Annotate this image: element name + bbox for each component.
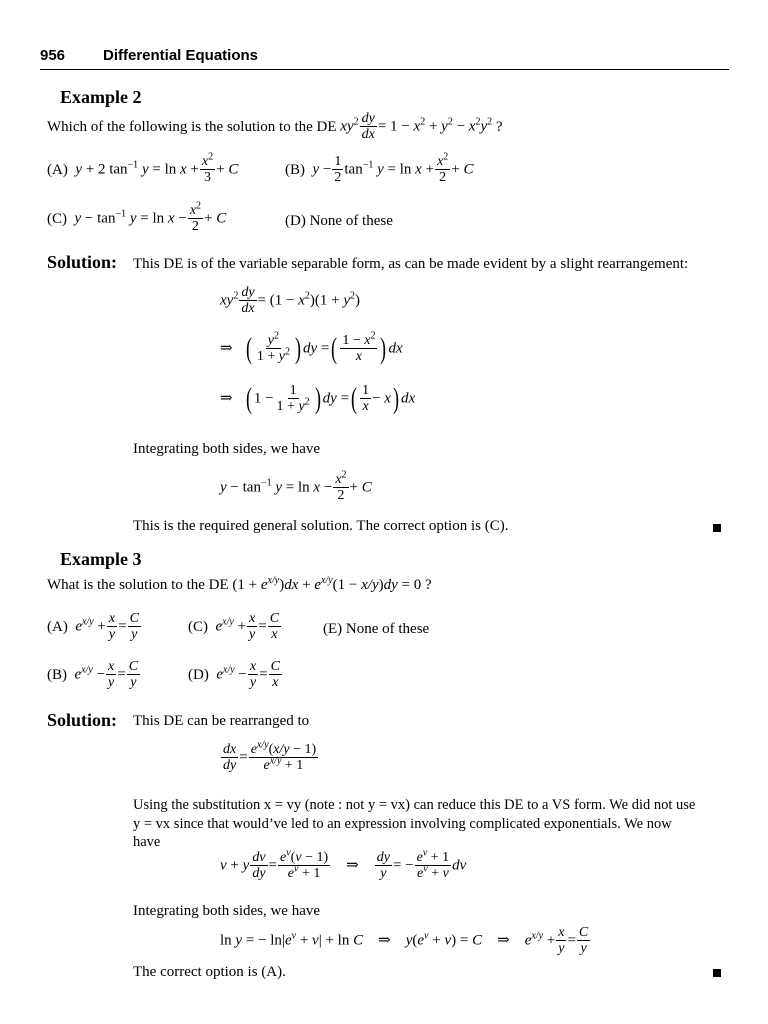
example-3-solution-label: Solution: — [47, 710, 118, 730]
option-b-formula: $e^{x/y}$ − $\frac{x}{y}$ = $\frac{C}{y}$ — [74, 659, 139, 691]
example-2-conclusion: This is the required general solution. The correct option is (C). — [133, 518, 509, 534]
option-c-label: (C) — [188, 618, 208, 635]
option-b-label: (B) — [47, 666, 67, 683]
example-3-option-a — [47, 611, 142, 643]
option-a-formula: $e^{x/y}$ + $\frac{x}{y}$ = $\frac{C}{y}$ — [75, 611, 139, 643]
example-3-question — [47, 577, 432, 594]
example-2-heading: Example 2 — [60, 87, 142, 107]
solution-2-step-2: ⇒ ( $\frac{y^2}{1 + y^2}$ ) dy =( $\frac{1 - x^2}{x}$ ) dx — [220, 330, 403, 365]
example-2-option-a — [47, 151, 239, 186]
example-3-subst-line-1: Using the substitution x = vy (note : not y = vx) can reduce this DE to a VS form. We did not use — [133, 797, 696, 813]
example-2-option-c — [47, 200, 227, 235]
solution-3-result: ln y = − $\ln|e^v + v| + \ln C$ ⇒ $y(e^v + v) = C$ ⇒ $e^{x/y}$ + $\frac{x}{y}$ = $\frac{C}{y}$ — [220, 925, 589, 957]
example-3-integrating: Integrating both sides, we have — [133, 903, 321, 919]
example-3-option-d — [188, 659, 283, 691]
option-a-label: (A) — [47, 618, 68, 635]
example-3-solution-intro: This DE can be rearranged to — [133, 713, 310, 729]
example-2-de-equation: $xy^2$ $\frac{dy}{dx}$ = $1 - x^2 + y^2 - x^2y^2$ — [340, 111, 493, 143]
example-3-conclusion: The correct option is (A). — [133, 964, 286, 980]
solution-2-step-3: ⇒ ( 1 − $\frac{1}{1 + y^2}$ ) dy =( $\frac{1}{x}$ − x) dx — [220, 382, 416, 415]
example-2-option-b — [285, 151, 474, 186]
example-3-option-b — [47, 659, 141, 691]
example-2-solution-intro: This DE is of the variable separable form, as can be made evident by a slight rearrangement: — [133, 256, 689, 272]
chapter-title: Differential Equations — [103, 47, 259, 64]
example-2-question-text: Which of the following is the solution to the DE — [47, 118, 337, 135]
end-of-example-3-marker — [713, 969, 721, 977]
example-3-qmark: ? — [425, 577, 432, 594]
example-3-option-c — [188, 611, 282, 643]
example-2-solution-label: Solution: — [47, 252, 118, 272]
option-c-label: (C) — [47, 210, 67, 227]
solution-2-step-1: $xy^2$ $\frac{dy}{dx}$ = $(1 - x^2)(1 + y^2)$ — [220, 285, 361, 317]
option-d-label: (D) — [188, 666, 209, 683]
example-2-qmark: ? — [495, 118, 503, 135]
example-3-subst-line-2: y = vx since that would’ve led to an expression involving complicated exponentials. We now — [133, 816, 672, 832]
solution-3-rearranged: $\frac{dx}{dy}$ = $\frac{e^{x/y}(x/y - 1)}{e^{x/y} + 1}$ — [223, 739, 317, 774]
option-c-formula: $y - \tan^{-1} y = \ln x$ − $\frac{x^2}{2}$ + C — [74, 200, 227, 235]
example-3-subst-line-3: have — [133, 834, 161, 850]
option-a-label: (A) — [47, 161, 68, 178]
header-rule — [40, 69, 729, 70]
option-a-formula: y + 2 $\tan^{-1} y = \ln x$ + $\frac{x^2}{3}$ + C — [75, 151, 239, 186]
option-c-formula: $e^{x/y}$ + $\frac{x}{y}$ = $\frac{C}{x}$ — [215, 611, 280, 643]
example-3-de-equation: $(1 + e^{x/y})dx + e^{x/y}(1 - x/y)dy = 0$ — [232, 575, 422, 594]
example-2-question — [47, 111, 503, 143]
option-b-label: (B) — [285, 161, 305, 178]
example-3-question-text: What is the solution to the DE — [47, 577, 229, 594]
example-2-option-d: (D) None of these — [285, 213, 393, 229]
example-2-integrating: Integrating both sides, we have — [133, 441, 321, 457]
page-number: 956 — [40, 47, 66, 64]
example-3-option-e: (E) None of these — [323, 621, 430, 637]
example-3-heading: Example 3 — [60, 549, 142, 569]
option-d-formula: $e^{x/y}$ − $\frac{x}{y}$ = $\frac{C}{x}$ — [216, 659, 280, 691]
solution-2-result: $y - \tan^{-1} y = \ln x$ − $\frac{x^2}{2}$ + C — [220, 469, 372, 504]
option-b-formula: y − $\frac{1}{2}$ $\tan^{-1} y = \ln x$ + $\frac{x^2}{2}$ + C — [312, 151, 474, 186]
solution-3-substituted: v + y $\frac{dv}{dy}$ = $\frac{e^v(v - 1)}{e^v + 1}$ ⇒ $\frac{dy}{y}$ = − $\frac{e^v + 1}{e^v + v}$ dv — [220, 847, 467, 882]
end-of-example-2-marker — [713, 524, 721, 532]
